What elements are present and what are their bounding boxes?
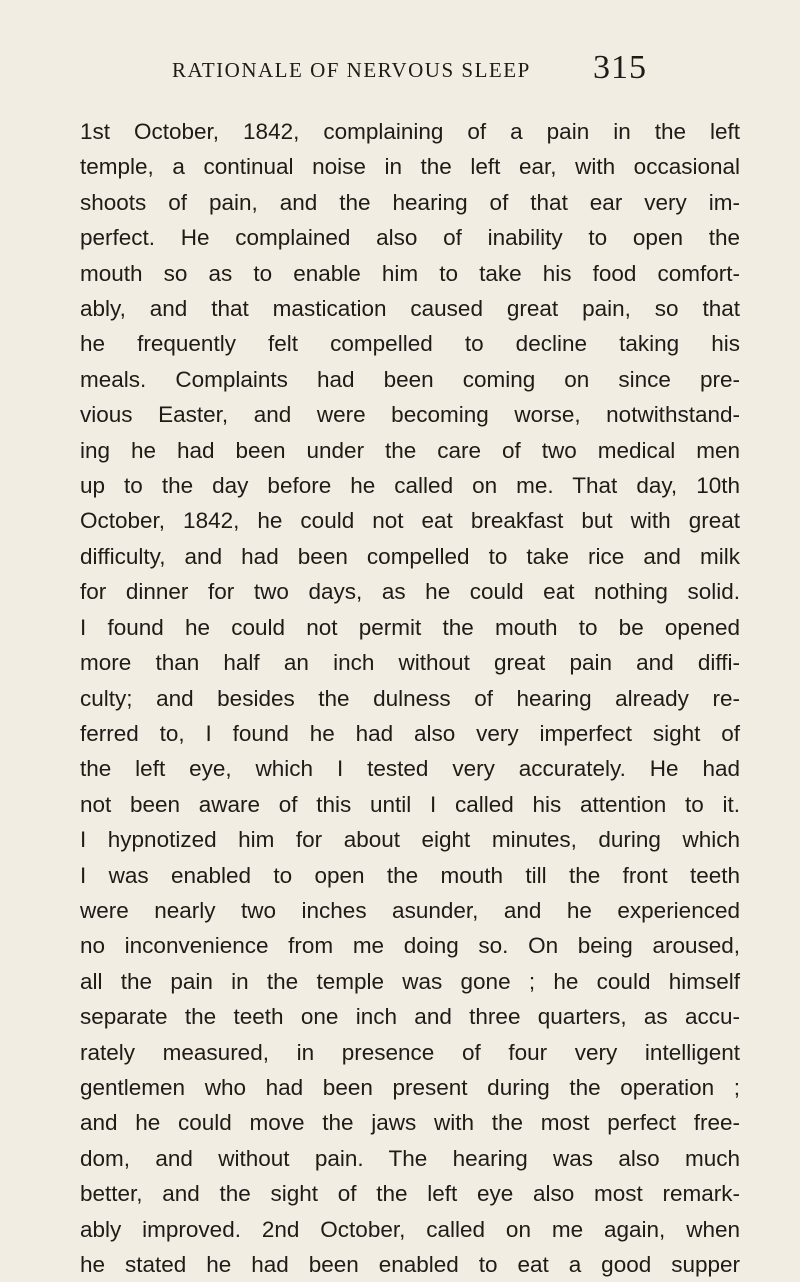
text-line: ing he had been under the care of two medical men [80,437,740,463]
text-line: October, 1842, he could not eat breakfast but with great [80,508,740,534]
text-line: meals. Complaints had been coming on since pre- [80,366,740,392]
text-line: were nearly two inches asunder, and he experienced [80,897,740,923]
text-line: 1st October, 1842, complaining of a pain in the left [80,119,740,144]
text-line: I was enabled to open the mouth till the front teeth [80,862,740,888]
page-number: 315 [593,49,647,86]
text-line: ably improved. 2nd October, called on me again, when [80,1216,740,1242]
text-line: rately measured, in presence of four very intelligent [80,1039,740,1065]
text-line: culty; and besides the dulness of hearing already re- [80,685,740,711]
text-line: gentlemen who had been present during the operation ; [80,1074,740,1100]
text-line: I found he could not permit the mouth to be opened [80,614,740,640]
running-title: RATIONALE OF NERVOUS SLEEP [172,58,531,82]
text-line: perfect. He complained also of inability to open the [80,225,740,251]
text-line: mouth so as to enable him to take his food comfort- [80,260,740,286]
text-line: dom, and without pain. The hearing was also much [80,1145,740,1171]
text-line: temple, a continual noise in the left ear, with occasional [80,154,740,180]
text-line: he frequently felt compelled to decline taking his [80,331,740,357]
text-line: difficulty, and had been compelled to take rice and milk [80,543,740,569]
text-line: up to the day before he called on me. That day, 10th [80,473,740,499]
text-line: ferred to, I found he had also very imperfect sight of [80,720,740,746]
text-line: for dinner for two days, as he could eat nothing solid. [80,579,740,605]
text-line: the left eye, which I tested very accurately. He had [80,756,740,782]
text-line: and he could move the jaws with the most perfect free- [80,1110,740,1136]
text-line: better, and the sight of the left eye also most remark- [80,1181,740,1207]
text-line: ably, and that mastication caused great pain, so that [80,296,740,322]
text-line: not been aware of this until I called his attention to it. [80,791,740,817]
text-line: I hypnotized him for about eight minutes, during which [80,827,740,853]
text-line: more than half an inch without great pain and diffi- [80,650,740,676]
text-line: shoots of pain, and the hearing of that ear very im- [80,189,740,215]
text-line: separate the teeth one inch and three quarters, as accu- [80,1004,740,1030]
body-text [80,114,740,1282]
text-line: no inconvenience from me doing so. On being aroused, [80,933,740,959]
text-line: he stated he had been enabled to eat a good supper [80,1252,740,1277]
text-line: all the pain in the temple was gone ; he could himself [80,968,740,994]
text-line: vious Easter, and were becoming worse, notwithstand- [80,402,740,428]
